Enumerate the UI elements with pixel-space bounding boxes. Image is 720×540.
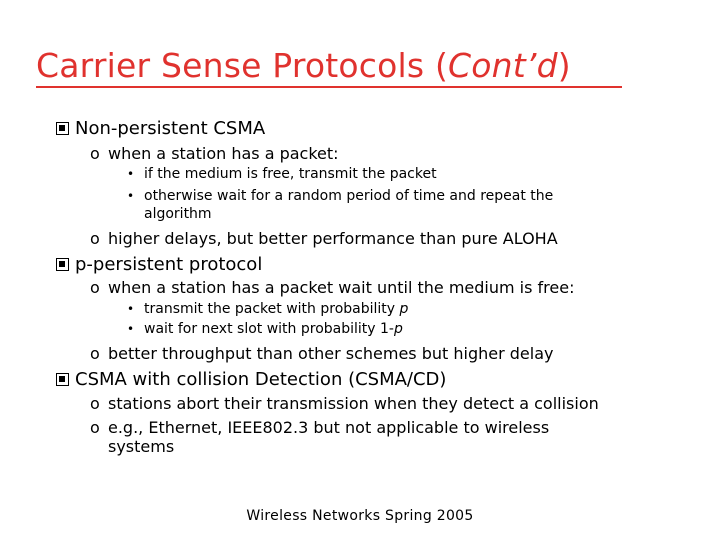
sub-sub-item (127, 321, 403, 338)
sub-item-continuation (108, 437, 174, 457)
dot-bullet-icon: • (127, 322, 135, 336)
bullet-item (56, 118, 265, 139)
checkbox-bullet-icon (56, 373, 69, 386)
dot-bullet-icon: • (127, 189, 135, 203)
sub-sub-item-text: transmit the packet with probability p (144, 301, 409, 317)
slide-title-italic: Cont’d (448, 46, 558, 85)
slide-title (36, 46, 571, 85)
sub-sub-item-text: otherwise wait for a random period of time and repeat the (144, 188, 554, 204)
sub-item-text: better throughput than other schemes but higher delay (108, 344, 554, 363)
slide-title-close: ) (557, 46, 571, 85)
sub-sub-item-text: algorithm (144, 206, 212, 222)
circle-bullet-icon: o (90, 229, 100, 248)
bullet-item (56, 369, 446, 390)
sub-sub-item (127, 301, 408, 318)
sub-item-text: when a station has a packet wait until the medium is free: (108, 278, 575, 297)
sub-item-text: systems (108, 437, 175, 456)
circle-bullet-icon: o (90, 394, 100, 413)
circle-bullet-icon: o (90, 278, 100, 297)
circle-bullet-icon: o (90, 418, 100, 437)
bullet-item (56, 254, 262, 275)
sub-item (90, 418, 549, 438)
circle-bullet-icon: o (90, 144, 100, 163)
sub-sub-item-text: wait for next slot with probability 1-p (144, 321, 403, 337)
sub-item (90, 278, 574, 298)
sub-item (90, 394, 599, 414)
bullet-item-label: Non-persistent CSMA (75, 118, 266, 139)
sub-item-text: stations abort their transmission when they detect a collision (108, 394, 599, 413)
dot-bullet-icon: • (127, 167, 135, 181)
sub-item (90, 344, 553, 364)
sub-item-text: e.g., Ethernet, IEEE802.3 but not applicable to wireless (108, 418, 550, 437)
sub-sub-item (127, 166, 437, 183)
bullet-item-label: CSMA with collision Detection (CSMA/CD) (75, 369, 447, 390)
slide-title-main: Carrier Sense Protocols ( (36, 46, 449, 85)
bullet-item-label: p-persistent protocol (75, 254, 263, 275)
sub-sub-item-continuation (144, 206, 212, 223)
sub-sub-item (127, 188, 553, 205)
sub-sub-item-text: if the medium is free, transmit the packet (144, 166, 437, 182)
sub-item (90, 144, 339, 164)
checkbox-bullet-icon (56, 122, 69, 135)
title-underline (36, 86, 622, 88)
sub-item (90, 229, 558, 249)
sub-item-text: when a station has a packet: (108, 144, 339, 163)
slide-footer: Wireless Networks Spring 2005 (246, 508, 474, 524)
sub-item-text: higher delays, but better performance than pure ALOHA (108, 229, 558, 248)
checkbox-bullet-icon (56, 258, 69, 271)
dot-bullet-icon: • (127, 302, 135, 316)
circle-bullet-icon: o (90, 344, 100, 363)
